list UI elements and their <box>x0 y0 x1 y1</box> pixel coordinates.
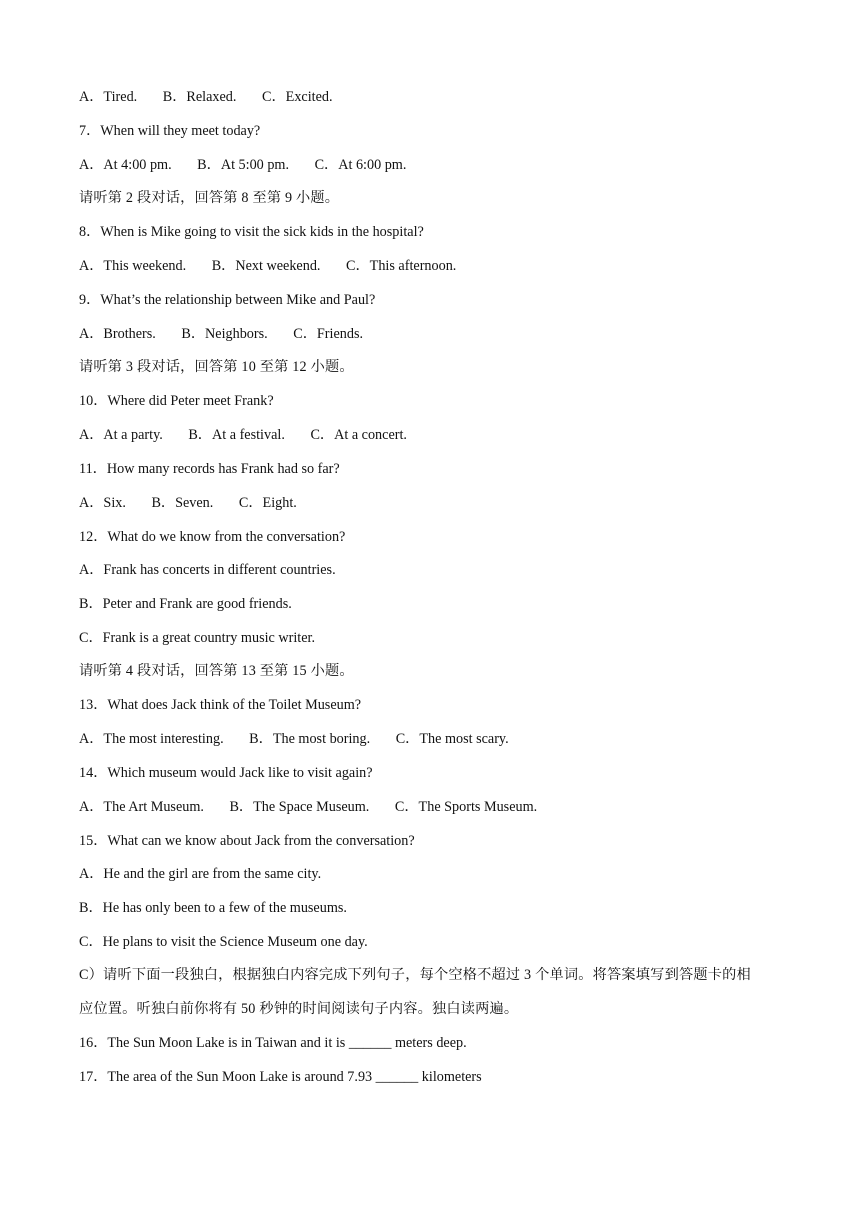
question-9: 9．What’s the relationship between Mike and Paul? <box>79 292 376 308</box>
question-16: 16．The Sun Moon Lake is in Taiwan and it is ______ meters deep. <box>79 1035 467 1051</box>
question-17: 17．The area of the Sun Moon Lake is around 7.93 ______ kilometers <box>79 1069 482 1085</box>
q14-option-a: A．The Art Museum. <box>79 799 204 815</box>
q9-option-c: C．Friends. <box>293 326 364 342</box>
q11-options <box>79 494 297 512</box>
section-2-instruction: 请听第 2 段对话，回答第 8 至第 9 小题。 <box>79 190 340 206</box>
q12-option-c: C．Frank is a great country music writer. <box>79 630 316 646</box>
question-8: 8．When is Mike going to visit the sick kids in the hospital? <box>79 224 424 240</box>
q11-option-b: B．Seven. <box>151 495 214 511</box>
q6-option-b: B．Relaxed. <box>162 89 237 105</box>
q10-option-a: A．At a party. <box>79 427 163 443</box>
q8-options <box>79 257 456 275</box>
q13-option-b: B．The most boring. <box>249 731 371 747</box>
part-c-instruction-line-1: C）请听下面一段独白，根据独白内容完成下列句子，每个空格不超过 3 个单词。将答案填写到答题卡的相 <box>79 967 751 983</box>
q6-options <box>79 88 333 106</box>
q15-option-b: B．He has only been to a few of the museums. <box>79 900 347 916</box>
q7-option-a: A．At 4:00 pm. <box>79 157 172 173</box>
question-13: 13．What does Jack think of the Toilet Museum? <box>79 697 362 713</box>
question-12: 12．What do we know from the conversation? <box>79 529 346 545</box>
section-3-instruction: 请听第 3 段对话，回答第 10 至第 12 小题。 <box>79 359 354 375</box>
q12-option-b: B．Peter and Frank are good friends. <box>79 596 292 612</box>
q14-option-b: B．The Space Museum. <box>229 799 370 815</box>
q10-option-c: C．At a concert. <box>310 427 407 443</box>
q13-option-a: A．The most interesting. <box>79 731 224 747</box>
q7-option-c: C．At 6:00 pm. <box>314 157 407 173</box>
q9-option-a: A．Brothers. <box>79 326 156 342</box>
q9-option-b: B．Neighbors. <box>181 326 268 342</box>
section-4-instruction: 请听第 4 段对话，回答第 13 至第 15 小题。 <box>79 663 354 679</box>
q14-options <box>79 798 537 816</box>
q10-options <box>79 426 407 444</box>
q12-option-a: A．Frank has concerts in different countries. <box>79 562 336 578</box>
part-c-instruction-line-2: 应位置。听独白前你将有 50 秒钟的时间阅读句子内容。独白读两遍。 <box>79 1001 519 1017</box>
q14-option-c: C．The Sports Museum. <box>394 799 538 815</box>
q15-option-a: A．He and the girl are from the same city. <box>79 866 322 882</box>
q11-option-c: C．Eight. <box>238 495 297 511</box>
q15-option-c: C．He plans to visit the Science Museum one day. <box>79 934 368 950</box>
q7-option-b: B．At 5:00 pm. <box>197 157 290 173</box>
question-7: 7．When will they meet today? <box>79 123 261 139</box>
question-10: 10．Where did Peter meet Frank? <box>79 393 274 409</box>
q8-option-b: B．Next weekend. <box>211 258 321 274</box>
q9-options <box>79 325 363 343</box>
q7-options <box>79 156 406 174</box>
question-11: 11．How many records has Frank had so far? <box>79 461 340 477</box>
q13-option-c: C．The most scary. <box>395 731 509 747</box>
q8-option-c: C．This afternoon. <box>346 258 457 274</box>
q6-option-a: A．Tired. <box>79 89 138 105</box>
q11-option-a: A．Six. <box>79 495 126 511</box>
question-14: 14．Which museum would Jack like to visit again? <box>79 765 373 781</box>
question-15: 15．What can we know about Jack from the conversation? <box>79 833 415 849</box>
q10-option-b: B．At a festival. <box>188 427 285 443</box>
q8-option-a: A．This weekend. <box>79 258 187 274</box>
q13-options <box>79 730 509 748</box>
q6-option-c: C．Excited. <box>262 89 333 105</box>
